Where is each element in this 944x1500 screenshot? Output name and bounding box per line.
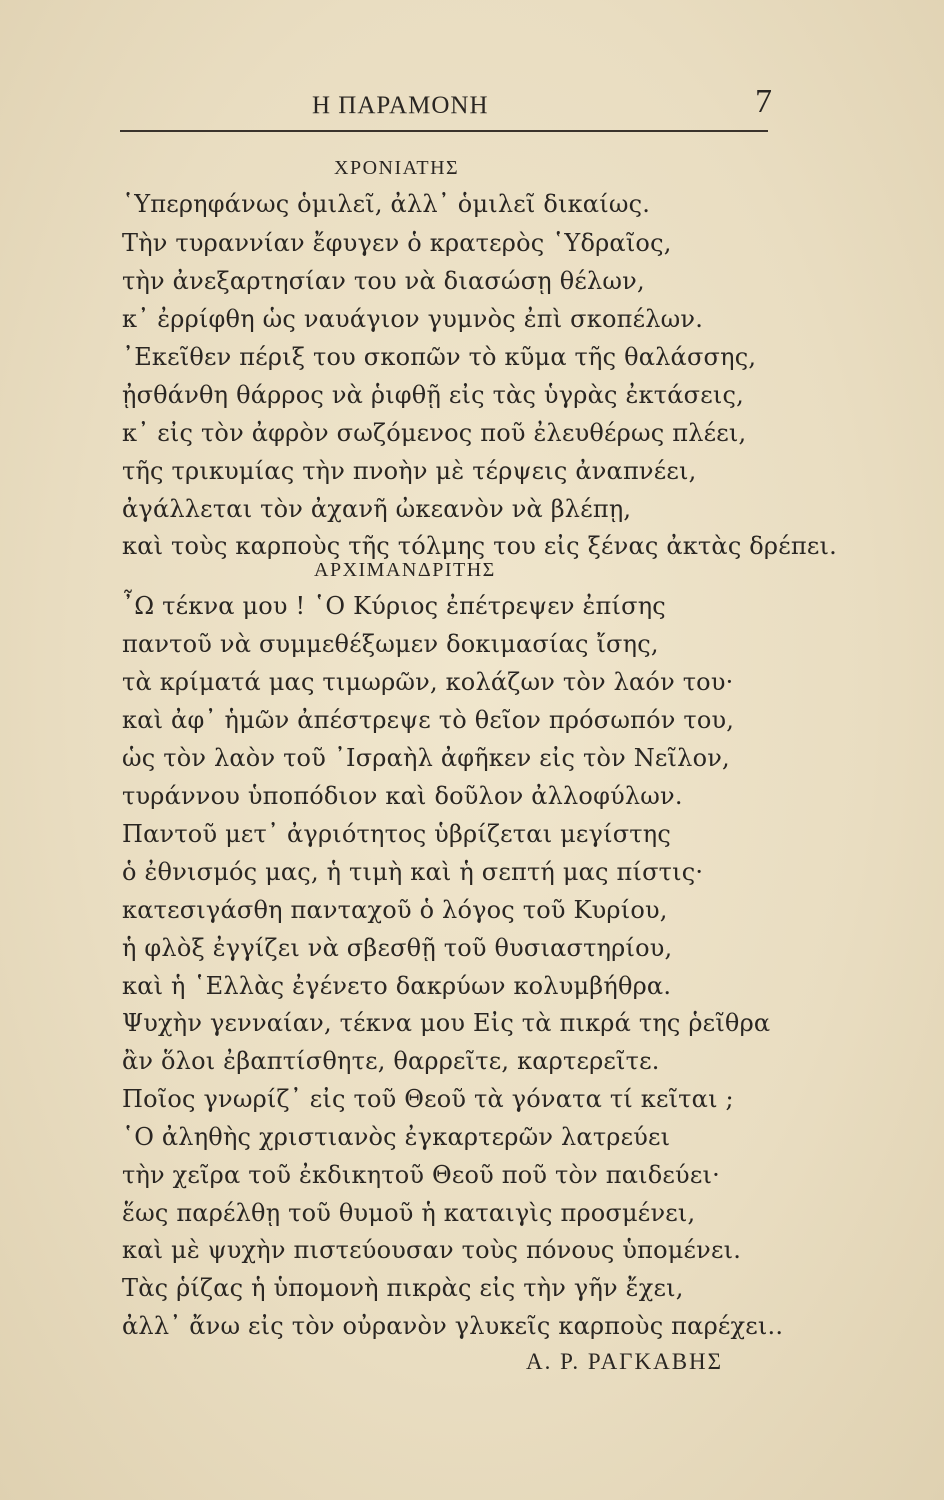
verse-line: κ᾽ εἰς τὸν ἀφρὸν σωζόμενος ποῦ ἐλευθέρως πλέει,	[122, 419, 747, 447]
verse-line: Τὰς ῥίζας ἡ ὑπομονὴ πικρὰς εἰς τὴν γῆν ἔχει,	[122, 1274, 684, 1302]
verse-line: Ψυχὴν γενναίαν, τέκνα μου Εἰς τὰ πικρά της ῥεῖθρα	[122, 1009, 771, 1037]
verse-line: ῾Ο ἀληθὴς χριστιανὸς ἐγκαρτερῶν λατρεύει	[122, 1123, 671, 1151]
page-number: 7	[755, 83, 772, 120]
verse-line: ἕως παρέλθῃ τοῦ θυμοῦ ἡ καταιγὶς προσμένει,	[122, 1199, 696, 1227]
speaker-heading-archimandritis: ΑΡΧΙΜΑΝΔΡΙΤΗΣ	[314, 559, 496, 581]
verse-line: ῾Υπερηφάνως ὁμιλεῖ, ἀλλ᾽ ὁμιλεῖ δικαίως.	[122, 190, 651, 218]
verse-line: ἀλλ᾽ ἄνω εἰς τὸν οὐρανὸν γλυκεῖς καρποὺς παρέχει..	[122, 1312, 784, 1340]
verse-line: ῏Ω τέκνα μου ! ῾Ο Κύριος ἐπέτρεψεν ἐπίσης	[122, 592, 666, 620]
verse-line: παντοῦ νὰ συμμεθέξωμεν δοκιμασίας ἴσης,	[122, 630, 659, 658]
verse-line: ὡς τὸν λαὸν τοῦ ᾽Ισραὴλ ἀφῆκεν εἰς τὸν Νεῖλον,	[122, 744, 730, 772]
verse-line: ἂν ὅλοι ἐβαπτίσθητε, θαρρεῖτε, καρτερεῖτε.	[122, 1047, 660, 1075]
verse-line: τὴν χεῖρα τοῦ ἐκδικητοῦ Θεοῦ ποῦ τὸν παιδεύει·	[122, 1161, 720, 1189]
verse-line: καὶ τοὺς καρποὺς τῆς τόλμης του εἰς ξένας ἀκτὰς δρέπει.	[122, 532, 837, 560]
verse-line: ᾐσθάνθη θάρρος νὰ ῥιφθῇ εἰς τὰς ὑγρὰς ἐκτάσεις,	[122, 381, 744, 409]
verse-line: Παντοῦ μετ᾽ ἀγριότητος ὑβρίζεται μεγίστης	[122, 820, 671, 848]
verse-line: Τὴν τυραννίαν ἔφυγεν ὁ κρατερὸς ῾Υδραῖος,	[122, 229, 672, 257]
running-title: Η ΠΑΡΑΜΟΝΗ	[312, 92, 489, 119]
verse-line: Ποῖος γνωρίζ᾽ εἰς τοῦ Θεοῦ τὰ γόνατα τί κεῖται ;	[122, 1085, 734, 1113]
verse-line: ὁ ἐθνισμός μας, ἡ τιμὴ καὶ ἡ σεπτή μας πίστις·	[122, 858, 704, 886]
verse-line: τὴν ἀνεξαρτησίαν του νὰ διασώσῃ θέλων,	[122, 267, 645, 295]
verse-line: τὰ κρίματά μας τιμωρῶν, κολάζων τὸν λαόν του·	[122, 668, 734, 696]
verse-line: καὶ ἀφ᾽ ἡμῶν ἀπέστρεψε τὸ θεῖον πρόσωπόν του,	[122, 706, 735, 734]
verse-line: καὶ ἡ ῾Ελλὰς ἐγένετο δακρύων κολυμβήθρα.	[122, 972, 672, 1000]
verse-line: καὶ μὲ ψυχὴν πιστεύουσαν τοὺς πόνους ὑπομένει.	[122, 1236, 742, 1264]
verse-line: τυράννου ὑποπόδιον καὶ δοῦλον ἀλλοφύλων.	[122, 782, 683, 810]
running-header	[0, 83, 944, 124]
verse-line: τῆς τρικυμίας τὴν πνοὴν μὲ τέρψεις ἀναπνέει,	[122, 457, 697, 485]
header-rule	[120, 130, 768, 132]
verse-line: ἡ φλὸξ ἐγγίζει νὰ σβεσθῇ τοῦ θυσιαστηρίου,	[122, 934, 673, 962]
verse-line: ᾽Εκεῖθεν πέριξ του σκοπῶν τὸ κῦμα τῆς θαλάσσης,	[122, 343, 757, 371]
verse-line: κ᾽ ἐρρίφθη ὡς ναυάγιον γυμνὸς ἐπὶ σκοπέλων.	[122, 305, 704, 333]
author-signature: Α. Ρ. ΡΑΓΚΑΒΗΣ	[526, 1349, 724, 1374]
verse-line: ἀγάλλεται τὸν ἀχανῆ ὠκεανὸν νὰ βλέπῃ,	[122, 495, 632, 523]
speaker-heading-chroniatis: ΧΡΟΝΙΑΤΗΣ	[334, 157, 460, 179]
verse-line: κατεσιγάσθη πανταχοῦ ὁ λόγος τοῦ Κυρίου,	[122, 896, 668, 924]
